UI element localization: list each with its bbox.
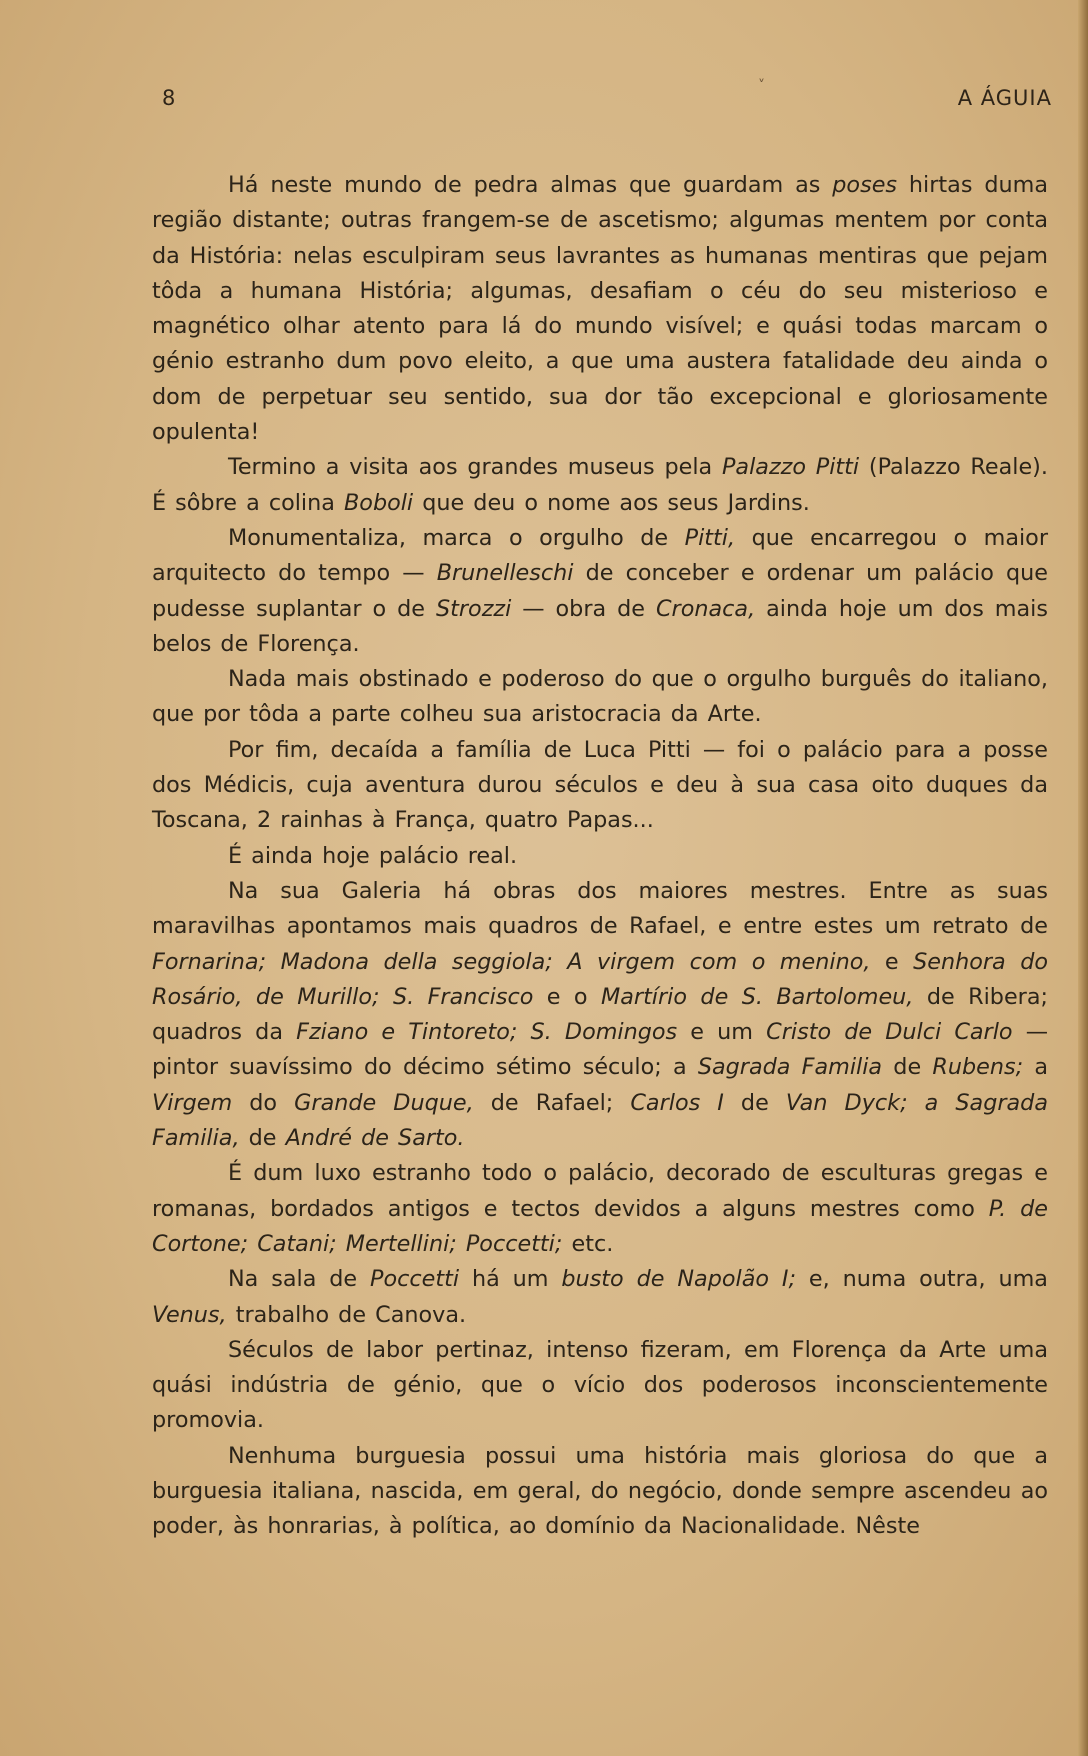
text-run: de conceber e ordenar um palácio que pudesse suplantar o de bbox=[152, 560, 1048, 622]
text-run: e bbox=[870, 948, 914, 975]
text-run: Há neste mundo de pedra almas que guardam as bbox=[228, 172, 833, 198]
text-run: de bbox=[239, 1125, 286, 1152]
paragraph bbox=[152, 1333, 1048, 1439]
text-run: Na sua Galeria há obras dos maiores mestres. Entre as suas maravilhas apontamos mais quadros de Rafael, e entre estes um retrato de bbox=[152, 877, 1048, 940]
italic-text: Boboli bbox=[344, 489, 414, 516]
text-run: ainda hoje um dos mais belos de Florença. bbox=[152, 595, 1048, 657]
italic-text: Sagrada Familia bbox=[697, 1054, 883, 1081]
text-run: trabalho de Canova. bbox=[226, 1301, 467, 1328]
italic-text: Cristo de Dulci Carlo bbox=[766, 1019, 1013, 1046]
italic-text: Fziano e Tintoreto; S. Domingos bbox=[296, 1019, 678, 1046]
paragraph bbox=[152, 662, 1048, 733]
paragraph bbox=[152, 450, 1048, 521]
text-run: hirtas duma região distante; outras frangem-se de ascetismo; algumas mentem por conta da História: nelas esculpiram seus lavrantes as humanas mentiras que pejam tôda a humana História; algumas, desafiam o céu do seu misterioso e magnético olhar atento para lá do mundo visível; e quási todas marcam o génio estranho dum povo eleito, a que uma austera fatalidade deu ainda o dom de perpetuar seu sentido, sua dor tão excepcional e gloriosamente opulenta! bbox=[152, 172, 1048, 446]
text-run: Nada mais obstinado e poderoso do que o orgulho burguês do italiano, que por tôda a parte colheu sua aristocracia da Arte. bbox=[152, 666, 1048, 728]
paragraph bbox=[152, 733, 1048, 839]
italic-text: S. Francisco bbox=[392, 983, 534, 1010]
text-run: Séculos de labor pertinaz, intenso fizeram, em Florença da Arte uma quási indústria de génio, que o vício dos poderosos inconscientemente promovia. bbox=[152, 1336, 1048, 1434]
text-run: etc. bbox=[562, 1230, 614, 1257]
italic-text: Martírio de S. Bartolomeu, bbox=[601, 983, 914, 1010]
text-run: É ainda hoje palácio real. bbox=[228, 842, 518, 869]
italic-text: Senhora do Rosário, de Murillo; bbox=[152, 948, 1048, 1010]
text-run: que encarregou o maior arquitecto do tempo — bbox=[152, 524, 1048, 587]
text-run: de bbox=[882, 1054, 933, 1081]
italic-text: poses bbox=[832, 172, 898, 198]
italic-text: Pitti, bbox=[684, 524, 736, 551]
text-run: Monumentaliza, marca o orgulho de bbox=[228, 524, 685, 551]
text-run: de Ribera; quadros da bbox=[152, 983, 1049, 1046]
text-run: de Rafael; bbox=[473, 1089, 631, 1116]
italic-text: Fornarina; Madona della seggiola; A virgem com o menino, bbox=[152, 948, 871, 975]
text-run bbox=[380, 984, 393, 1010]
paragraph bbox=[152, 874, 1048, 1156]
text-run: e o bbox=[533, 983, 601, 1010]
text-run: — pintor suavíssimo do décimo sétimo século; a bbox=[152, 1019, 1048, 1081]
text-run: Nenhuma burguesia possui uma história mais gloriosa do que a burguesia italiana, nascida, em geral, do negócio, donde sempre ascendeu ao poder, às honrarias, à política, ao domínio da Nacionalidade. Nêste bbox=[152, 1442, 1048, 1540]
italic-text: André de Sarto. bbox=[285, 1125, 465, 1152]
text-run: e um bbox=[677, 1019, 767, 1046]
paragraph bbox=[152, 521, 1048, 662]
text-run: (Palazzo Reale). É sôbre a colina bbox=[152, 454, 1048, 516]
text-run: há um bbox=[459, 1266, 562, 1293]
text-run: Por fim, decaída a família de Luca Pitti — foi o palácio para a posse dos Médicis, cuja aventura durou séculos e deu à sua casa oito duques da Toscana, 2 rainhas à França, quatro Papas... bbox=[152, 736, 1048, 834]
paragraph bbox=[152, 1156, 1048, 1262]
text-run: que deu o nome aos seus Jardins. bbox=[413, 489, 810, 516]
italic-text: Brunelleschi bbox=[436, 560, 574, 587]
italic-text: Grande Duque, bbox=[294, 1089, 474, 1116]
italic-text: Strozzi bbox=[435, 595, 512, 622]
italic-text: Carlos I bbox=[630, 1089, 724, 1116]
paragraph bbox=[152, 1439, 1048, 1545]
italic-text: Poccetti bbox=[370, 1266, 460, 1293]
italic-text: Van Dyck; a Sagrada Familia, bbox=[152, 1089, 1048, 1152]
italic-text: Venus, bbox=[152, 1301, 227, 1328]
text-body bbox=[152, 168, 1048, 1545]
text-run: É dum luxo estranho todo o palácio, decorado de esculturas gregas e romanas, bordados antigos e tectos devidos a alguns mestres como bbox=[152, 1160, 1048, 1222]
text-run: do bbox=[232, 1089, 295, 1116]
italic-text: Virgem bbox=[152, 1089, 233, 1116]
italic-text: busto de Napolão I; bbox=[561, 1266, 796, 1293]
page-edge bbox=[1078, 0, 1088, 1756]
italic-text: Cronaca, bbox=[655, 595, 756, 622]
running-title: A ÁGUIA bbox=[957, 86, 1052, 110]
paragraph bbox=[152, 839, 1048, 874]
text-run: Na sala de bbox=[228, 1266, 371, 1293]
text-run: de bbox=[723, 1089, 786, 1116]
text-run: e, numa outra, uma bbox=[795, 1266, 1048, 1293]
italic-text: Palazzo Pitti bbox=[721, 454, 860, 481]
italic-text: P. de Cortone; Catani; Mertellini; Poccetti; bbox=[152, 1195, 1048, 1257]
text-run: Termino a visita aos grandes museus pela bbox=[228, 454, 722, 481]
text-run: — obra de bbox=[511, 595, 656, 622]
paragraph bbox=[152, 1262, 1048, 1333]
paragraph bbox=[152, 168, 1048, 450]
text-run: a bbox=[1023, 1054, 1048, 1081]
italic-text: Rubens; bbox=[932, 1054, 1024, 1081]
page-header bbox=[162, 78, 1052, 116]
page-number: 8 bbox=[162, 86, 177, 110]
printer-mark: ˅ bbox=[758, 78, 766, 94]
